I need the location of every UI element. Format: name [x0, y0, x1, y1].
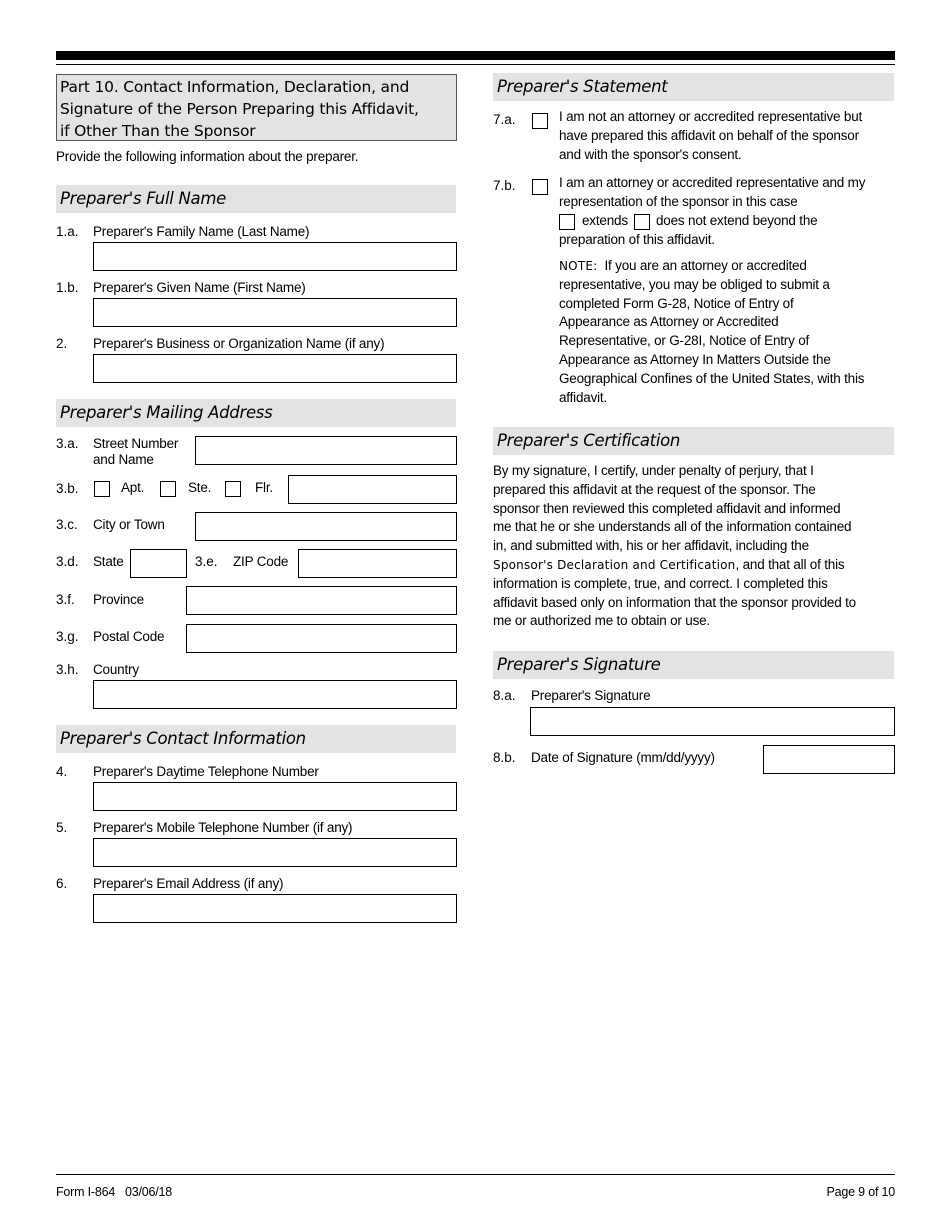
section-certification: Preparer's Certification [493, 427, 894, 455]
extends-checkbox[interactable] [559, 214, 575, 230]
zip-label: ZIP Code [233, 554, 289, 569]
street-label-line-2: and Name [93, 452, 154, 467]
note-line-8: affidavit. [559, 389, 608, 405]
item-number-3c: 3.c. [56, 517, 78, 532]
section-mailing-address: Preparer's Mailing Address [56, 399, 456, 427]
item-number-5: 5. [56, 820, 68, 835]
family-name-label: Preparer's Family Name (Last Name) [93, 224, 310, 239]
certification-line-3: sponsor then reviewed this completed affidavit and informed [493, 500, 841, 516]
statement-7b-text [559, 174, 895, 249]
flr-label: Flr. [255, 480, 273, 495]
street-field[interactable] [195, 436, 457, 465]
section-contact-information: Preparer's Contact Information [56, 725, 456, 753]
state-label: State [93, 554, 124, 569]
postal-code-label: Postal Code [93, 629, 165, 644]
email-field[interactable] [93, 894, 457, 923]
note-line-3: completed Form G-28, Notice of Entry of [559, 295, 794, 311]
item-number-6: 6. [56, 876, 68, 891]
certification-line-6 [493, 556, 895, 575]
certification-line-9: me or authorized me to obtain or use. [493, 613, 710, 629]
signature-field[interactable] [530, 707, 895, 736]
footer-page-number: Page 9 of 10 [826, 1185, 895, 1199]
unit-number-field[interactable] [288, 475, 457, 504]
top-rule-thick [56, 51, 895, 60]
ste-checkbox[interactable] [160, 481, 176, 497]
sponsor-declaration-reference: Sponsor's Declaration and Certification [493, 557, 736, 572]
note-line-5: Representative, or G-28I, Notice of Entry of [559, 333, 810, 349]
statement-7b-line-2: representation of the sponsor in this case [559, 193, 798, 209]
note-label: NOTE: [559, 259, 598, 273]
signature-label: Preparer's Signature [531, 688, 651, 703]
note-line-6: Appearance as Attorney In Matters Outside the [559, 351, 831, 367]
certification-line-4: me that he or she understands all of the information contained [493, 519, 852, 535]
top-rule-thin [56, 64, 895, 65]
item-number-3f: 3.f. [56, 592, 75, 607]
city-label: City or Town [93, 517, 165, 532]
business-name-field[interactable] [93, 354, 457, 383]
intro-text: Provide the following information about the preparer. [56, 149, 359, 164]
footer-rule [56, 1174, 895, 1175]
city-field[interactable] [195, 512, 457, 541]
certification-line-1: By my signature, I certify, under penalty of perjury, that I [493, 463, 814, 478]
attorney-checkbox[interactable] [532, 179, 548, 195]
note-line-1 [559, 257, 895, 276]
statement-7a-text [559, 108, 895, 164]
given-name-field[interactable] [93, 298, 457, 327]
business-name-label: Preparer's Business or Organization Name (if any) [93, 336, 385, 351]
province-field[interactable] [186, 586, 457, 615]
section-signature: Preparer's Signature [493, 651, 894, 679]
certification-line-2: prepared this affidavit at the request of the sponsor. The [493, 481, 816, 497]
item-number-3a: 3.a. [56, 436, 79, 451]
certification-line-6-rest: , and that all of this [735, 556, 845, 572]
item-number-7a: 7.a. [493, 112, 516, 127]
street-label [93, 436, 178, 468]
certification-line-5: in, and submitted with, his or her affidavit, including the [493, 538, 809, 554]
apt-checkbox[interactable] [94, 481, 110, 497]
does-not-extend-checkbox[interactable] [634, 214, 650, 230]
item-number-1a: 1.a. [56, 224, 79, 239]
item-number-8b: 8.b. [493, 750, 516, 765]
section-statement: Preparer's Statement [493, 73, 894, 101]
item-number-2: 2. [56, 336, 68, 351]
certification-text [493, 462, 895, 631]
postal-code-field[interactable] [186, 624, 457, 653]
flr-checkbox[interactable] [225, 481, 241, 497]
note-line-2: representative, you may be obliged to submit a [559, 276, 830, 292]
daytime-phone-label: Preparer's Daytime Telephone Number [93, 764, 319, 779]
note-line-4: Appearance as Attorney or Accredited [559, 314, 779, 330]
apt-label: Apt. [121, 480, 145, 495]
extends-label: extends [582, 212, 628, 228]
mobile-phone-label: Preparer's Mobile Telephone Number (if any) [93, 820, 353, 835]
street-label-line-1: Street Number [93, 436, 179, 451]
item-number-3h: 3.h. [56, 662, 79, 677]
zip-field[interactable] [298, 549, 457, 578]
daytime-phone-field[interactable] [93, 782, 457, 811]
part-header [56, 74, 457, 141]
date-of-signature-field[interactable] [763, 745, 895, 774]
certification-line-8: affidavit based only on information that the sponsor provided to [493, 594, 856, 610]
statement-7a-line-3: and with the sponsor's consent. [559, 146, 742, 162]
statement-7a-line-2: have prepared this affidavit on behalf of the sponsor [559, 127, 859, 143]
certification-line-7: information is complete, true, and correct. I completed this [493, 575, 828, 591]
item-number-3b: 3.b. [56, 481, 79, 496]
item-number-3e: 3.e. [195, 554, 218, 569]
item-number-3d: 3.d. [56, 554, 79, 569]
statement-7a-line-1: I am not an attorney or accredited representative but [559, 109, 863, 124]
mobile-phone-field[interactable] [93, 838, 457, 867]
part-header-line-1: Part 10. Contact Information, Declaration, and [60, 78, 410, 96]
item-number-4: 4. [56, 764, 68, 779]
attorney-note [559, 257, 895, 407]
part-header-line-2: Signature of the Person Preparing this Affidavit, [60, 100, 419, 118]
note-line-7: Geographical Confines of the United States, with this [559, 370, 865, 386]
note-line-1-text: If you are an attorney or accredited [604, 258, 807, 273]
item-number-1b: 1.b. [56, 280, 79, 295]
province-label: Province [93, 592, 144, 607]
country-field[interactable] [93, 680, 457, 709]
family-name-field[interactable] [93, 242, 457, 271]
statement-7b-line-3 [559, 212, 895, 231]
part-header-line-3: if Other Than the Sponsor [60, 122, 256, 140]
given-name-label: Preparer's Given Name (First Name) [93, 280, 306, 295]
footer-form-id: Form I-864 03/06/18 [56, 1185, 173, 1199]
date-of-signature-label: Date of Signature (mm/dd/yyyy) [531, 750, 715, 765]
not-attorney-checkbox[interactable] [532, 113, 548, 129]
country-label: Country [93, 662, 139, 677]
item-number-3g: 3.g. [56, 629, 79, 644]
email-label: Preparer's Email Address (if any) [93, 876, 284, 891]
statement-7b-line-4: preparation of this affidavit. [559, 231, 715, 247]
ste-label: Ste. [188, 480, 212, 495]
section-full-name: Preparer's Full Name [56, 185, 456, 213]
statement-7b-line-1: I am an attorney or accredited representative and my [559, 175, 866, 190]
item-number-7b: 7.b. [493, 178, 516, 193]
state-field[interactable] [130, 549, 187, 578]
item-number-8a: 8.a. [493, 688, 516, 703]
does-not-extend-label: does not extend beyond the [656, 212, 818, 228]
